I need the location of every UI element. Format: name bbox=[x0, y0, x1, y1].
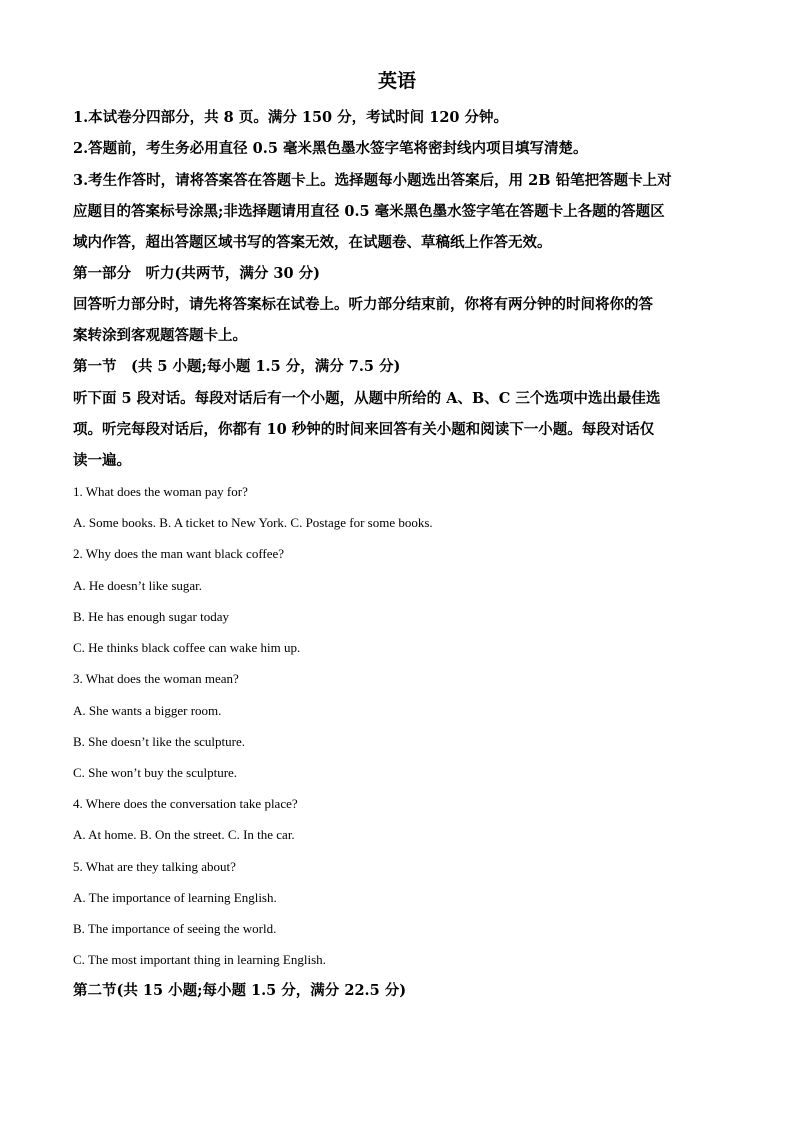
question-3-option-c: C. She won’t buy the sculpture. bbox=[73, 765, 238, 780]
part1-heading: 第一部分 听力(共两节，满分 30 分) bbox=[73, 265, 320, 282]
part1-instruction-1: 回答听力部分时，请先将答案标在试卷上。听力部分结束前，你将有两分钟的时间将你的答 bbox=[73, 296, 653, 313]
question-3-option-b: B. She doesn’t like the sculpture. bbox=[73, 734, 245, 749]
question-2-option-c: C. He thinks black coffee can wake him up. bbox=[73, 640, 301, 655]
question-3: 3. What does the woman mean? bbox=[73, 671, 239, 686]
question-1-options: A. Some books. B. A ticket to New York. C. Postage for some books. bbox=[73, 515, 433, 530]
question-2-option-b: B. He has enough sugar today bbox=[73, 609, 229, 624]
note-2: 2.答题前，考生务必用直径 0.5 毫米黑色墨水签字笔将密封线内项目填写清楚。 bbox=[73, 140, 588, 157]
note-3-cont-2: 域内作答，超出答题区域书写的答案无效，在试题卷、草稿纸上作答无效。 bbox=[73, 234, 552, 251]
question-2-option-a: A. He doesn’t like sugar. bbox=[73, 578, 203, 593]
question-4: 4. Where does the conversation take place? bbox=[73, 796, 298, 811]
question-1: 1. What does the woman pay for? bbox=[73, 484, 248, 499]
question-5-option-b: B. The importance of seeing the world. bbox=[73, 921, 277, 936]
section2-heading: 第二节(共 15 小题;每小题 1.5 分，满分 22.5 分) bbox=[73, 982, 407, 999]
part1-instruction-2: 案转涂到客观题答题卡上。 bbox=[73, 327, 247, 344]
question-4-options: A. At home. B. On the street. C. In the car. bbox=[73, 827, 295, 842]
section1-instruction-3: 读一遍。 bbox=[73, 452, 131, 469]
section1-heading: 第一节 (共 5 小题;每小题 1.5 分，满分 7.5 分) bbox=[73, 358, 401, 375]
question-5: 5. What are they talking about? bbox=[73, 859, 236, 874]
section1-instruction-2: 项。听完每段对话后，你都有 10 秒钟的时间来回答有关小题和阅读下一小题。每段对话仅 bbox=[73, 421, 655, 438]
question-5-option-a: A. The importance of learning English. bbox=[73, 890, 277, 905]
note-3: 3.考生作答时，请将答案答在答题卡上。选择题每小题选出答案后，用 2B 铅笔把答题卡上对 bbox=[73, 172, 672, 189]
note-3-cont-1: 应题目的答案标号涂黑;非选择题请用直径 0.5 毫米黑色墨水签字笔在答题卡上各题的答题区 bbox=[73, 203, 665, 220]
note-1: 1.本试卷分四部分，共 8 页。满分 150 分，考试时间 120 分钟。 bbox=[73, 109, 509, 126]
page-title: 英语 bbox=[377, 70, 416, 92]
question-2: 2. Why does the man want black coffee? bbox=[73, 546, 285, 561]
question-3-option-a: A. She wants a bigger room. bbox=[73, 703, 222, 718]
section1-instruction-1: 听下面 5 段对话。每段对话后有一个小题，从题中所给的 A、B、C 三个选项中选出最佳选 bbox=[73, 390, 661, 407]
question-5-option-c: C. The most important thing in learning English. bbox=[73, 952, 326, 967]
